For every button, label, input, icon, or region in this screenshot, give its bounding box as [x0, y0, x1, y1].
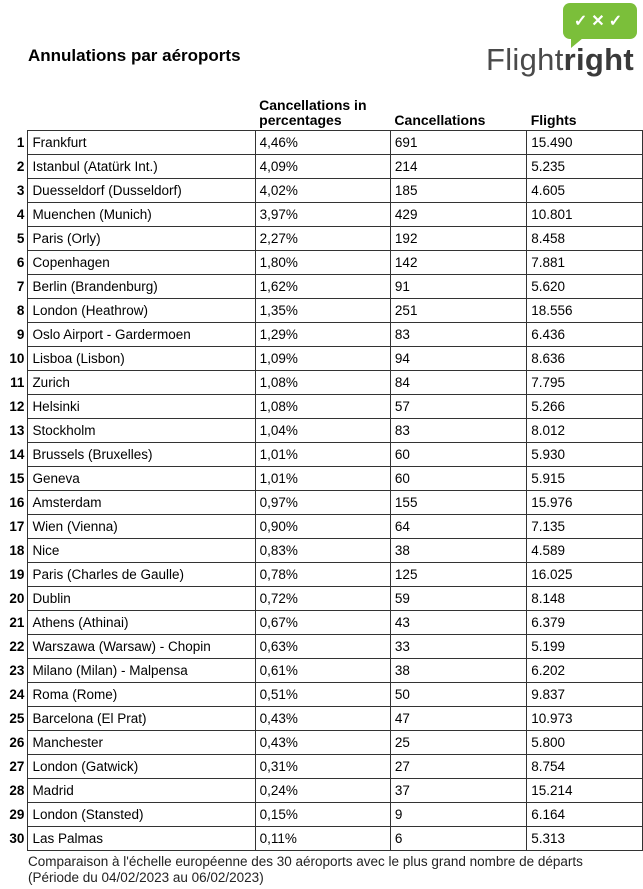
row-rank: 16: [9, 495, 25, 510]
cancellation-count: 64: [390, 515, 526, 539]
flight-count: 8.148: [527, 587, 643, 611]
row-rank: 5: [16, 231, 25, 246]
flight-count: 8.636: [527, 347, 643, 371]
row-rank: 22: [9, 639, 25, 654]
cancellation-count: 27: [390, 755, 526, 779]
airport-header: [28, 90, 255, 131]
table-row: [3, 203, 643, 227]
airport-name: Geneva: [28, 467, 255, 491]
airport-name: Helsinki: [28, 395, 255, 419]
flights-header: Flights: [530, 112, 577, 128]
cancellation-percent: 1,80%: [255, 251, 390, 275]
flight-count: 5.620: [527, 275, 643, 299]
table-row: [3, 251, 643, 275]
table-row: [3, 803, 643, 827]
airport-name: Oslo Airport - Gardermoen: [28, 323, 255, 347]
logo-text-regular: Flight: [486, 42, 564, 77]
row-rank: 23: [9, 663, 25, 678]
cancellation-percent: 0,83%: [255, 539, 390, 563]
cancellation-percent: 0,15%: [255, 803, 390, 827]
flight-count: 7.795: [527, 371, 643, 395]
flight-count: 7.881: [527, 251, 643, 275]
flight-count: 8.754: [527, 755, 643, 779]
cancellation-count: 6: [390, 827, 526, 851]
cancellation-percent: 1,29%: [255, 323, 390, 347]
airport-name: London (Heathrow): [28, 299, 255, 323]
table-row: [3, 779, 643, 803]
airport-name: Duesseldorf (Dusseldorf): [28, 179, 255, 203]
row-rank: 7: [16, 279, 25, 294]
table-row: [3, 131, 643, 155]
cancellation-count: 50: [390, 683, 526, 707]
cancellation-percent: 0,43%: [255, 707, 390, 731]
flight-count: 15.976: [527, 491, 643, 515]
cancellation-count: 37: [390, 779, 526, 803]
rank-header: [3, 90, 28, 131]
row-rank: 6: [16, 255, 25, 270]
cancellation-count: 43: [390, 611, 526, 635]
cancellation-percent: 0,11%: [255, 827, 390, 851]
airport-name: Barcelona (El Prat): [28, 707, 255, 731]
table-row: [3, 827, 643, 851]
cancellation-count: 9: [390, 803, 526, 827]
airport-name: Las Palmas: [28, 827, 255, 851]
cancellation-count: 38: [390, 659, 526, 683]
cancellation-percent: 4,46%: [255, 131, 390, 155]
cancellation-percent: 0,67%: [255, 611, 390, 635]
cancellation-percent: 0,61%: [255, 659, 390, 683]
flight-count: 10.973: [527, 707, 643, 731]
table-row: [3, 467, 643, 491]
cancellation-percent: 0,90%: [255, 515, 390, 539]
flight-count: 8.012: [527, 419, 643, 443]
cancellation-count: 94: [390, 347, 526, 371]
airport-name: Muenchen (Munich): [28, 203, 255, 227]
cancellation-count: 57: [390, 395, 526, 419]
flight-count: 4.605: [527, 179, 643, 203]
cancellation-count: 142: [390, 251, 526, 275]
flight-count: 9.837: [527, 683, 643, 707]
cancellation-percent: 0,31%: [255, 755, 390, 779]
row-rank: 28: [9, 783, 25, 798]
flight-count: 7.135: [527, 515, 643, 539]
row-rank: 13: [9, 423, 25, 438]
row-rank: 1: [16, 135, 25, 150]
flight-count: 15.490: [527, 131, 643, 155]
footnote-line-2: (Période du 04/02/2023 au 06/02/2023): [28, 870, 264, 885]
table-row: [3, 275, 643, 299]
percent-header: Cancellations in percentages: [259, 97, 367, 128]
table-row: [3, 371, 643, 395]
table-row: [3, 731, 643, 755]
flight-count: 5.930: [527, 443, 643, 467]
flight-count: 5.199: [527, 635, 643, 659]
cancellation-count: 429: [390, 203, 526, 227]
table-row: [3, 659, 643, 683]
cancellation-percent: 0,97%: [255, 491, 390, 515]
flightright-logo: [486, 42, 634, 78]
cancellation-count: 83: [390, 419, 526, 443]
airport-name: Amsterdam: [28, 491, 255, 515]
cancellation-percent: 1,35%: [255, 299, 390, 323]
cancellation-count: 59: [390, 587, 526, 611]
row-rank: 8: [16, 303, 25, 318]
flight-count: 5.915: [527, 467, 643, 491]
airport-name: Milano (Milan) - Malpensa: [28, 659, 255, 683]
table-row: [3, 419, 643, 443]
airport-name: Copenhagen: [28, 251, 255, 275]
row-rank: 11: [10, 375, 25, 390]
flight-count: 5.800: [527, 731, 643, 755]
airport-name: Athens (Athinai): [28, 611, 255, 635]
row-rank: 20: [9, 591, 25, 606]
footnote: [28, 854, 583, 886]
cancellation-count: 185: [390, 179, 526, 203]
flight-count: 6.202: [527, 659, 643, 683]
table-body: [3, 131, 643, 851]
flight-count: 15.214: [527, 779, 643, 803]
cancellation-percent: 0,78%: [255, 563, 390, 587]
row-rank: 19: [9, 567, 25, 582]
table-row: [3, 611, 643, 635]
airport-name: Nice: [28, 539, 255, 563]
page-title: Annulations par aéroports: [28, 46, 241, 65]
airport-name: Manchester: [28, 731, 255, 755]
cancellation-percent: 1,08%: [255, 395, 390, 419]
cancellation-percent: 1,04%: [255, 419, 390, 443]
table-row: [3, 443, 643, 467]
cancellation-percent: 4,09%: [255, 155, 390, 179]
row-rank: 3: [16, 183, 25, 198]
flight-count: 5.235: [527, 155, 643, 179]
row-rank: 12: [9, 399, 25, 414]
cancellation-count: 47: [390, 707, 526, 731]
cancellation-percent: 4,02%: [255, 179, 390, 203]
cancellation-percent: 0,51%: [255, 683, 390, 707]
table-row: [3, 323, 643, 347]
table-row: [3, 155, 643, 179]
airport-name: Madrid: [28, 779, 255, 803]
flight-count: 5.266: [527, 395, 643, 419]
cancellation-percent: 2,27%: [255, 227, 390, 251]
table-row: [3, 587, 643, 611]
cancellation-percent: 1,01%: [255, 467, 390, 491]
flight-count: 10.801: [527, 203, 643, 227]
table-row: [3, 755, 643, 779]
cancellation-count: 60: [390, 443, 526, 467]
row-rank: 25: [9, 711, 25, 726]
cancellation-percent: 1,09%: [255, 347, 390, 371]
airport-name: Brussels (Bruxelles): [28, 443, 255, 467]
cancellation-count: 84: [390, 371, 526, 395]
row-rank: 26: [9, 735, 25, 750]
table-row: [3, 635, 643, 659]
flight-count: 16.025: [527, 563, 643, 587]
table-row: [3, 347, 643, 371]
cancellation-percent: 0,72%: [255, 587, 390, 611]
table-row: [3, 299, 643, 323]
airport-name: London (Gatwick): [28, 755, 255, 779]
airport-name: Berlin (Brandenburg): [28, 275, 255, 299]
footnote-line-1: Comparaison à l'échelle européenne des 30 aéroports avec le plus grand nombre de départs: [28, 854, 583, 869]
cancellation-percent: 1,08%: [255, 371, 390, 395]
airport-name: Roma (Rome): [28, 683, 255, 707]
table-row: [3, 395, 643, 419]
cancellation-count: 214: [390, 155, 526, 179]
airport-name: Warszawa (Warsaw) - Chopin: [28, 635, 255, 659]
flight-count: 6.379: [527, 611, 643, 635]
airport-cancellations-table: [3, 90, 643, 851]
flight-count: 4.589: [527, 539, 643, 563]
row-rank: 30: [9, 831, 25, 846]
flight-count: 8.458: [527, 227, 643, 251]
table-row: [3, 563, 643, 587]
cancellation-count: 38: [390, 539, 526, 563]
cancellation-count: 251: [390, 299, 526, 323]
cancellation-percent: 0,24%: [255, 779, 390, 803]
airport-name: Dublin: [28, 587, 255, 611]
airport-name: Istanbul (Atatürk Int.): [28, 155, 255, 179]
flight-count: 6.164: [527, 803, 643, 827]
table-row: [3, 707, 643, 731]
table-row: [3, 227, 643, 251]
table-row: [3, 491, 643, 515]
flight-count: 6.436: [527, 323, 643, 347]
row-rank: 29: [9, 807, 25, 822]
cancellation-percent: 3,97%: [255, 203, 390, 227]
flight-count: 5.313: [527, 827, 643, 851]
row-rank: 2: [16, 159, 25, 174]
row-rank: 27: [9, 759, 25, 774]
cancellation-count: 33: [390, 635, 526, 659]
cancellation-count: 691: [390, 131, 526, 155]
row-rank: 18: [9, 543, 25, 558]
cancellation-count: 91: [390, 275, 526, 299]
table-row: [3, 515, 643, 539]
airport-name: Paris (Orly): [28, 227, 255, 251]
flightright-badge-icon: ✓✕✓: [563, 3, 637, 39]
airport-name: Stockholm: [28, 419, 255, 443]
row-rank: 15: [9, 471, 25, 486]
table-row: [3, 179, 643, 203]
cancellation-count: 60: [390, 467, 526, 491]
logo-text-bold: right: [563, 42, 634, 77]
airport-name: Wien (Vienna): [28, 515, 255, 539]
cancellation-count: 25: [390, 731, 526, 755]
row-rank: 10: [9, 351, 25, 366]
row-rank: 4: [16, 207, 25, 222]
flight-count: 18.556: [527, 299, 643, 323]
airport-name: London (Stansted): [28, 803, 255, 827]
row-rank: 9: [16, 327, 25, 342]
cancellation-count: 83: [390, 323, 526, 347]
cancellation-count: 192: [390, 227, 526, 251]
row-rank: 14: [9, 447, 25, 462]
table-row: [3, 539, 643, 563]
cancellation-percent: 1,62%: [255, 275, 390, 299]
row-rank: 21: [9, 615, 25, 630]
row-rank: 24: [9, 687, 25, 702]
airport-name: Frankfurt: [28, 131, 255, 155]
cancellation-percent: 0,63%: [255, 635, 390, 659]
cancellation-percent: 1,01%: [255, 443, 390, 467]
airport-name: Paris (Charles de Gaulle): [28, 563, 255, 587]
airport-name: Zurich: [28, 371, 255, 395]
row-rank: 17: [9, 519, 25, 534]
cancellation-percent: 0,43%: [255, 731, 390, 755]
cancellations-header: Cancellations: [394, 112, 486, 128]
cancellation-count: 155: [390, 491, 526, 515]
table-row: [3, 683, 643, 707]
airport-name: Lisboa (Lisbon): [28, 347, 255, 371]
cancellation-count: 125: [390, 563, 526, 587]
table-header-row: [3, 90, 643, 131]
